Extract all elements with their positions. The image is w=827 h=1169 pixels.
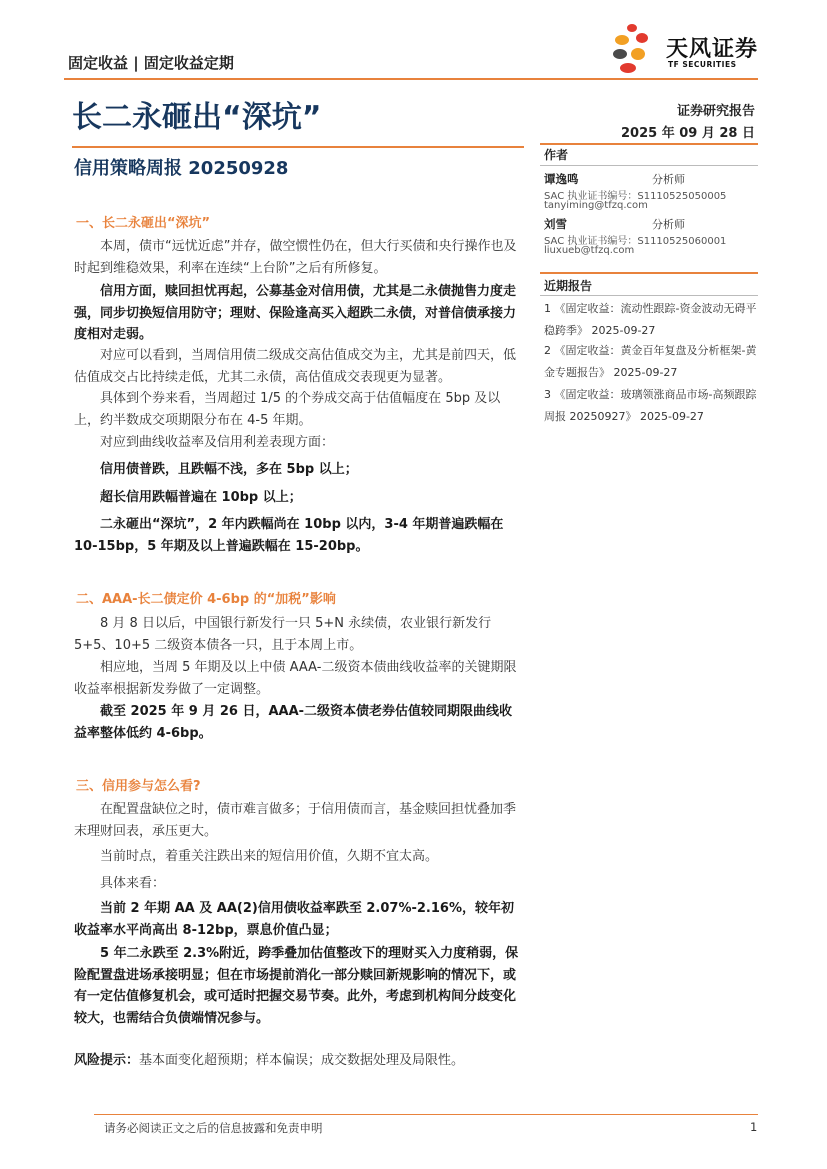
recent-report-item[interactable]: 2 《固定收益：黄金百年复盘及分析框架-黄金专题报告》 2025-09-27 (544, 344, 757, 379)
author-role: 分析师 (652, 173, 685, 186)
body-paragraph: 在配置盘缺位之时，债市难言做多；于信用债而言，基金赎回担忧叠加季末理财回表，承压更大。 (74, 802, 517, 839)
body-paragraph: 对应可以看到，当周信用债二级成交高估值成交为主，尤其是前四天，低估值成交占比持续走低，尤其二永债，高估值成交表现更为显著。 (74, 348, 517, 385)
page-title: 长二永砸出“深坑” (72, 100, 322, 135)
logo-text: 天风证券 (666, 37, 759, 62)
report-category: 固定收益 | 固定收益定期 (68, 54, 234, 72)
sidebar-divider-recent (540, 272, 758, 274)
author-email[interactable]: tanyiming@tfzq.com (544, 200, 648, 211)
recent-report-item[interactable]: 3 《固定收益：玻璃领涨商品市场-高频跟踪周报 20250927》 2025-09-27 (544, 388, 757, 423)
report-date: 2025 年 09 月 28 日 (621, 126, 755, 141)
risk-warning (74, 1049, 524, 1068)
body-paragraph: 当前时点，着重关注跌出来的短信用价值，久期不宜太高。 (100, 849, 439, 864)
body-paragraph: 相应地，当周 5 年期及以上中债 AAA-二级资本债曲线收益率的关键期限收益率根据新发券做了一定调整。 (74, 660, 517, 697)
risk-label: 风险提示： (74, 1053, 140, 1068)
author-sac: SAC 执业证书编号：S1110525060001 (544, 236, 727, 247)
sidebar-divider-top (540, 143, 758, 145)
logo-mark-icon (610, 20, 666, 76)
footer-divider (94, 1114, 758, 1115)
risk-text: 基本面变化超预期；样本偏误；成交数据处理及局限性。 (139, 1053, 465, 1068)
body-paragraph-bold: 5 年二永跌至 2.3%附近，跨季叠加估值整改下的理财买入力度稍弱，保险配置盘进场承接明显；但在市场提前消化一部分赎回新规影响的情况下，或有一定估值修复机会，或可适时把握交易节奏。此外，考虑到机构间分歧变化较大，也需结合负债端情况参与。 (74, 946, 519, 1026)
logo-subtext: TF SECURITIES (668, 60, 737, 69)
section-heading-2: 二、AAA-长二债定价 4-6bp 的“加税”影响 (76, 592, 336, 607)
authors-heading: 作者 (544, 148, 569, 162)
recent-rule (540, 295, 758, 296)
body-paragraph: 具体来看： (100, 876, 166, 891)
author-role: 分析师 (652, 218, 685, 231)
report-type: 证券研究报告 (676, 104, 755, 119)
header-divider (64, 78, 758, 80)
author-sac: SAC 执业证书编号：S1110525050005 (544, 191, 727, 202)
body-paragraph: 具体到个券来看，当周超过 1/5 的个券成交高于估值幅度在 5bp 及以上，约半数成交项期限分布在 4-5 年期。 (74, 391, 501, 428)
body-paragraph-bold: 信用方面，赎回担忧再起，公募基金对信用债，尤其是二永债抛售力度走强，同步切换短信用防守；理财、保险逢高买入超跌二永债，对普信债承接力度相对走弱。 (74, 284, 517, 342)
page-number: 1 (750, 1120, 758, 1134)
author-name: 刘雪 (544, 217, 567, 231)
company-logo (610, 20, 770, 76)
recent-report-item[interactable]: 1 《固定收益：流动性跟踪-资金波动无碍平稳跨季》 2025-09-27 (544, 302, 757, 337)
body-paragraph: 对应到曲线收益率及信用利差表现方面： (100, 435, 335, 450)
footer-disclaimer[interactable]: 请务必阅读正文之后的信息披露和免责申明 (104, 1121, 323, 1135)
page-subtitle: 信用策略周报 20250928 (74, 158, 289, 179)
recent-reports-heading: 近期报告 (544, 279, 593, 293)
section-heading-3: 三、信用参与怎么看? (76, 779, 201, 794)
body-paragraph: 8 月 8 日以后，中国银行新发行一只 5+N 永续债，农业银行新发行 5+5、10+5 二级资本债各一只，且于本周上市。 (74, 616, 492, 653)
author-name: 谭逸鸣 (544, 172, 579, 186)
body-paragraph-bold: 二永砸出“深坑”，2 年内跌幅尚在 10bp 以内，3-4 年期普遍跌幅在 10-15bp，5 年期及以上普遍跌幅在 15-20bp。 (74, 517, 504, 554)
body-paragraph-bold: 截至 2025 年 9 月 26 日，AAA-二级资本债老券估值较同期限曲线收益率整体低约 4-6bp。 (74, 704, 513, 741)
body-paragraph-bold: 信用债普跌，且跌幅不浅，多在 5bp 以上； (100, 462, 358, 477)
body-paragraph-bold: 当前 2 年期 AA 及 AA(2)信用债收益率跌至 2.07%-2.16%，较年初收益率水平尚高出 8-12bp，票息价值凸显； (74, 901, 514, 938)
author-email[interactable]: liuxueb@tfzq.com (544, 245, 635, 256)
section-heading-1: 一、长二永砸出“深坑” (76, 216, 211, 231)
authors-rule (540, 165, 758, 166)
title-divider (72, 146, 524, 148)
body-paragraph: 本周，债市“远忧近虑”并存，做空惯性仍在，但大行买债和央行操作也及时起到维稳效果，利率在连续“上台阶”之后有所修复。 (74, 239, 517, 276)
body-paragraph-bold: 超长信用跌幅普遍在 10bp 以上； (100, 490, 302, 505)
